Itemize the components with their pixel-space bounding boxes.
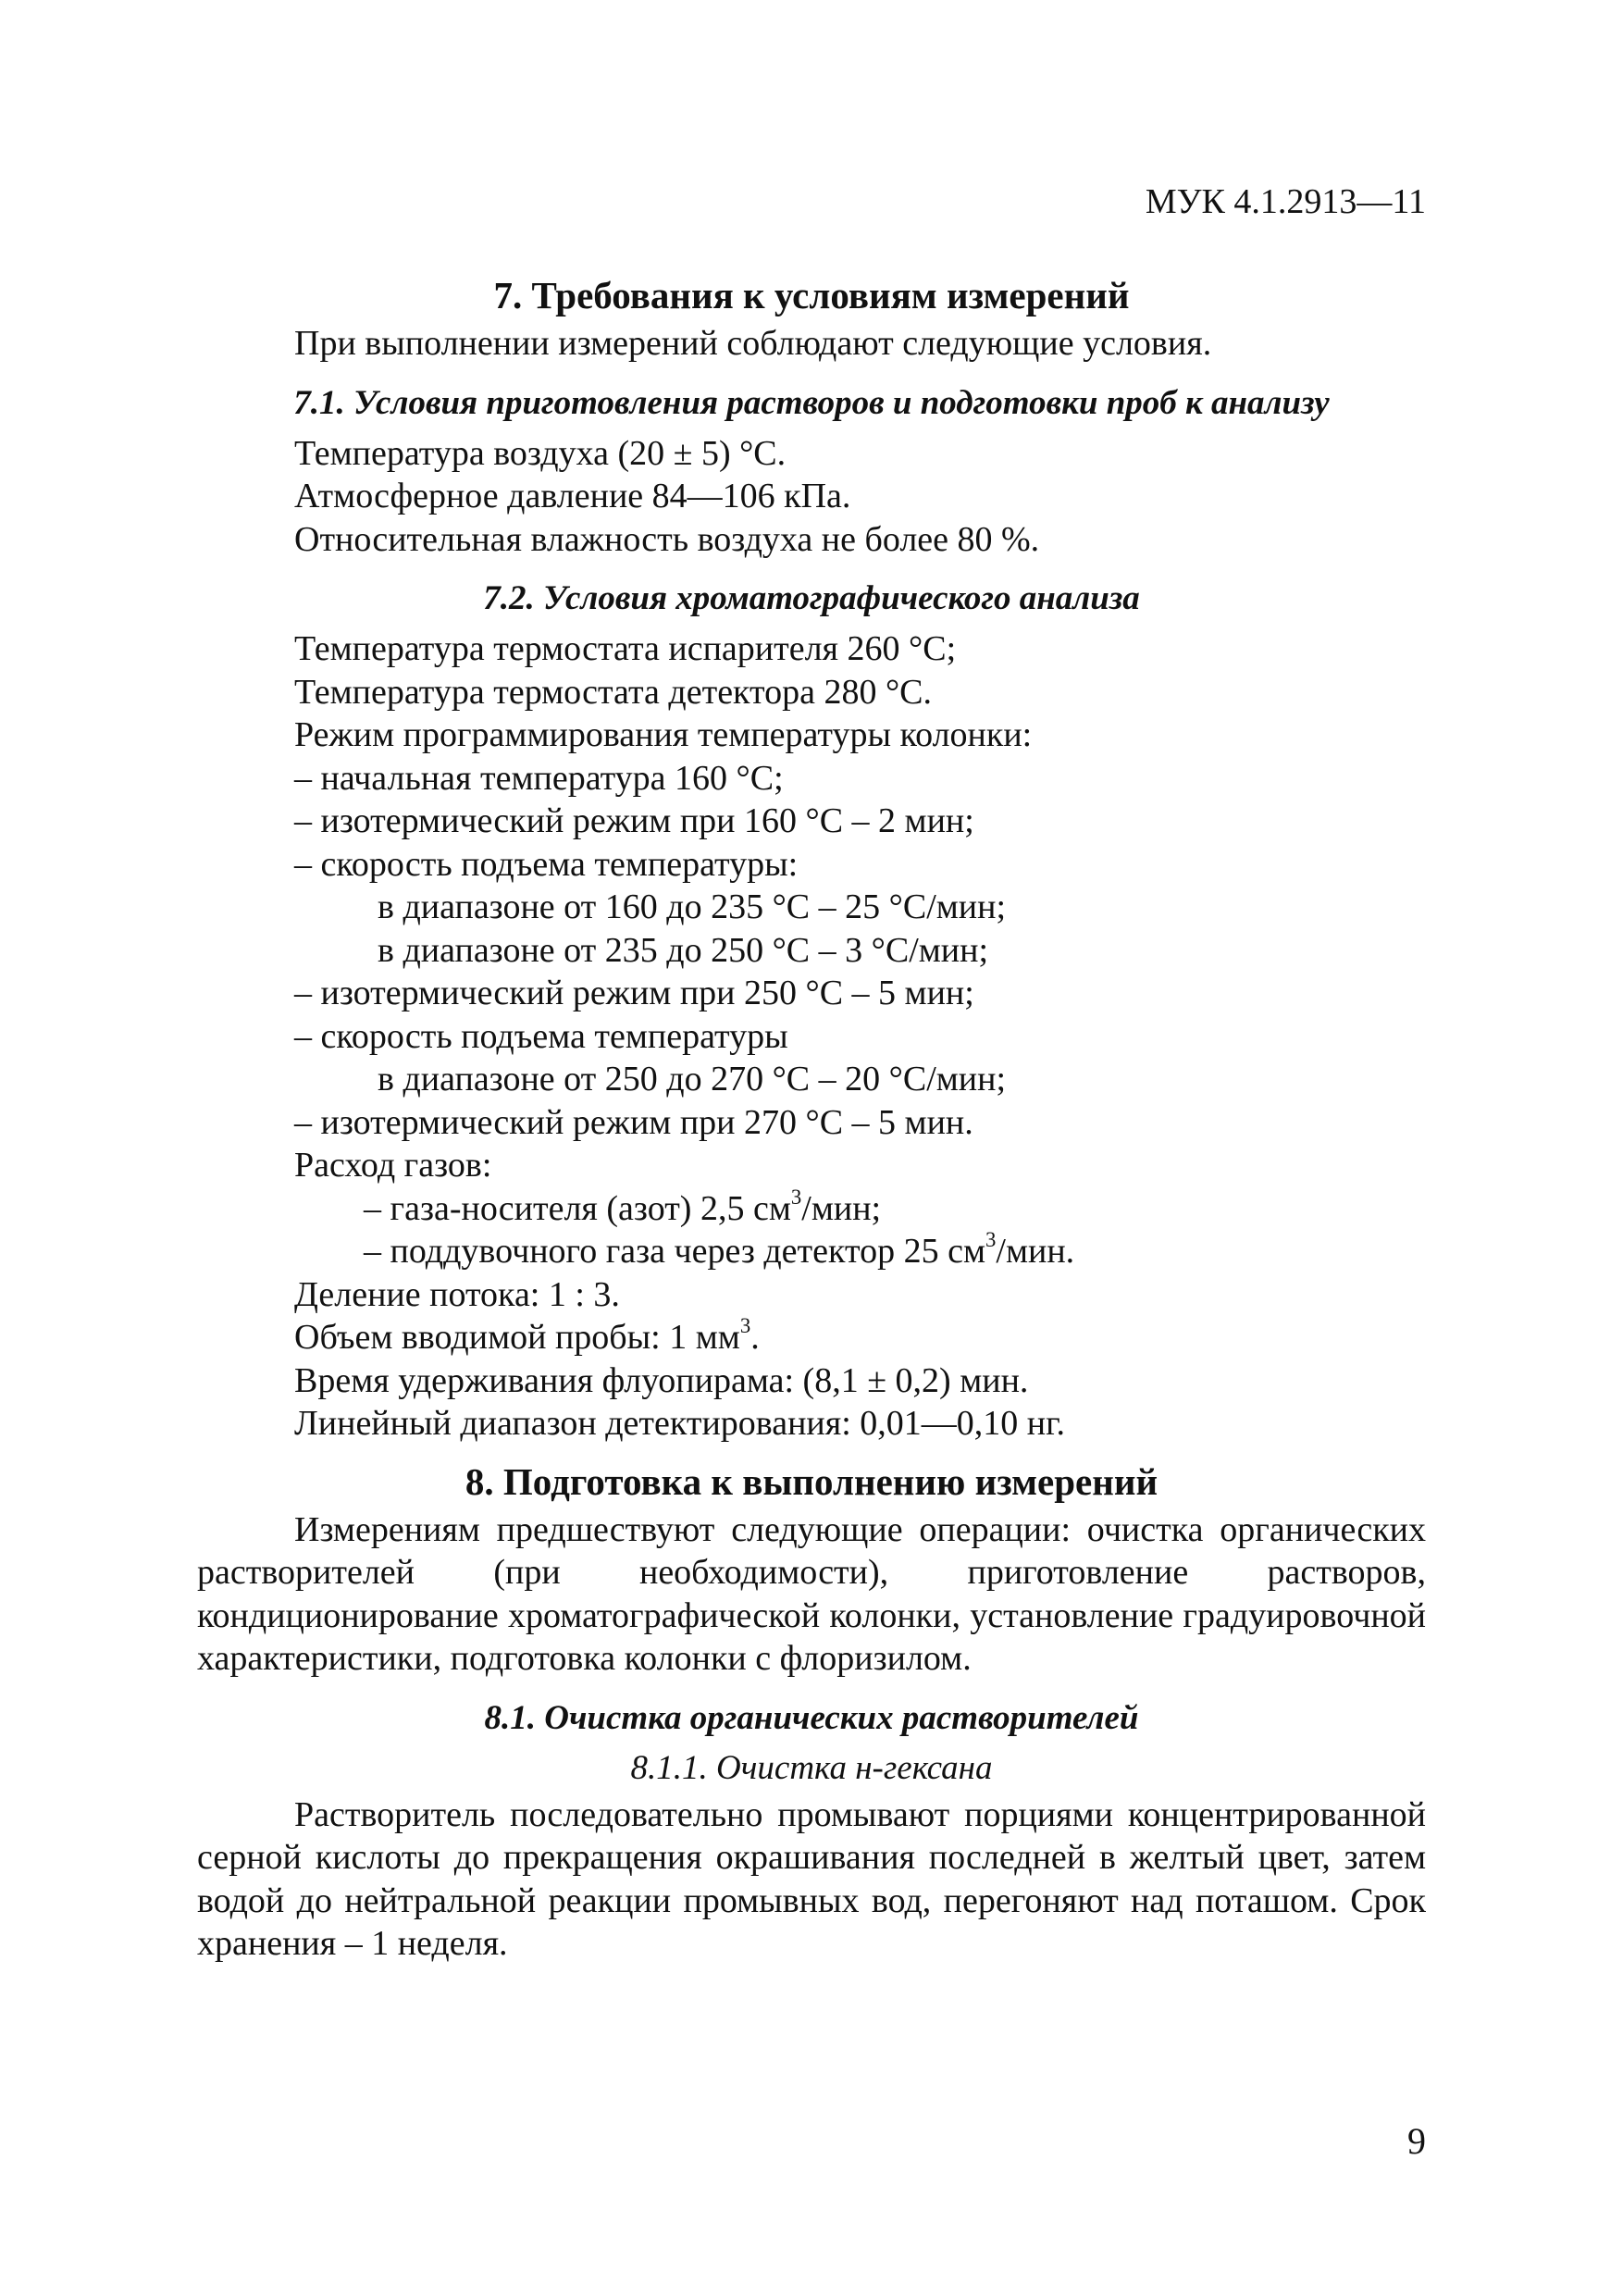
volume-end: . [750,1318,760,1357]
split-line: Деление потока: 1 : 3. [294,1274,620,1314]
condition-line: Температура термостата испарителя 260 °С; [294,629,957,668]
condition-line: Относительная влажность воздуха не более 80 %. [294,519,1040,559]
superscript: 3 [790,1185,802,1209]
document-code: МУК 4.1.2913—11 [1145,182,1426,221]
section-7-title: 7. Требования к условиям измерений [493,274,1130,316]
condition-line: – скорость подъема температуры: [294,844,799,884]
gas-flow-line [197,1187,1426,1231]
volume-line [197,1313,1426,1359]
page-number: 9 [1407,2120,1426,2162]
section-8-1-title: 8.1. Очистка органических растворителей [484,1698,1139,1737]
section-8-1-1-text: Растворитель последовательно промывают порциями концентрированной серной кислоты до прекращения окрашивания последней в желтый цвет, затем водой до нейтральной реакции промывных вод, перегоняют над поташом. Срок хранения – 1 неделя. [197,1794,1426,1963]
condition-line: Режим программирования температуры колонки: [294,715,1033,754]
condition-line: Расход газов: [294,1146,492,1185]
gas-flow-unit: /мин; [801,1188,882,1228]
condition-subline: в диапазоне от 250 до 270 °С – 20 °С/мин; [378,1060,1007,1098]
condition-line: – изотермический режим при 250 °С – 5 мин; [294,974,974,1012]
gas-flow-text: – поддувочного газа через детектор 25 см [364,1232,985,1271]
retention-line: Время удерживания флуопирама: (8,1 ± 0,2) мин. [294,1360,1029,1400]
condition-line: – скорость подъема температуры [294,1016,788,1056]
gas-flow-text: – газа-носителя (азот) 2,5 см [364,1188,791,1228]
gas-flow-unit: /мин. [996,1232,1075,1271]
section-8-1-1-title: 8.1.1. Очистка н-гексана [630,1748,993,1787]
page-content [197,268,1426,1966]
condition-line: Температура термостата детектора 280 °С. [294,672,933,712]
volume-text: Объем вводимой пробы: 1 мм [294,1318,740,1357]
section-8-title: 8. Подготовка к выполнению измерений [465,1459,1158,1503]
condition-line: – начальная температура 160 °С; [294,758,784,798]
linear-range-line: Линейный диапазон детектирования: 0,01—0,10 нг. [294,1404,1065,1443]
condition-line: – изотермический режим при 160 °С – 2 мин; [294,801,974,840]
superscript: 3 [985,1227,997,1251]
condition-subline: в диапазоне от 235 до 250 °С – 3 °С/мин; [378,930,989,970]
gas-flow-line [197,1227,1426,1273]
condition-line: Температура воздуха (20 ± 5) °С. [294,433,787,473]
superscript: 3 [739,1313,751,1337]
section-7-1-title: 7.1. Условия приготовления растворов и подготовки проб к анализу [293,383,1330,422]
condition-subline: в диапазоне от 160 до 235 °С – 25 °С/мин; [378,887,1007,926]
condition-line: – изотермический режим при 270 °С – 5 мин. [294,1102,973,1142]
section-7-intro: При выполнении измерений соблюдают следующие условия. [294,324,1212,363]
condition-line: Атмосферное давление 84—106 кПа. [294,477,851,515]
section-8-intro: Измерениям предшествуют следующие операции: очистка органических растворителей (при необходимости), приготовление растворов, кондиционирование хроматографической колонки, установление градуировочной характеристики, подготовка колонки с флоризилом. [197,1509,1426,1678]
section-7-2-title: 7.2. Условия хроматографического анализа [483,579,1140,617]
